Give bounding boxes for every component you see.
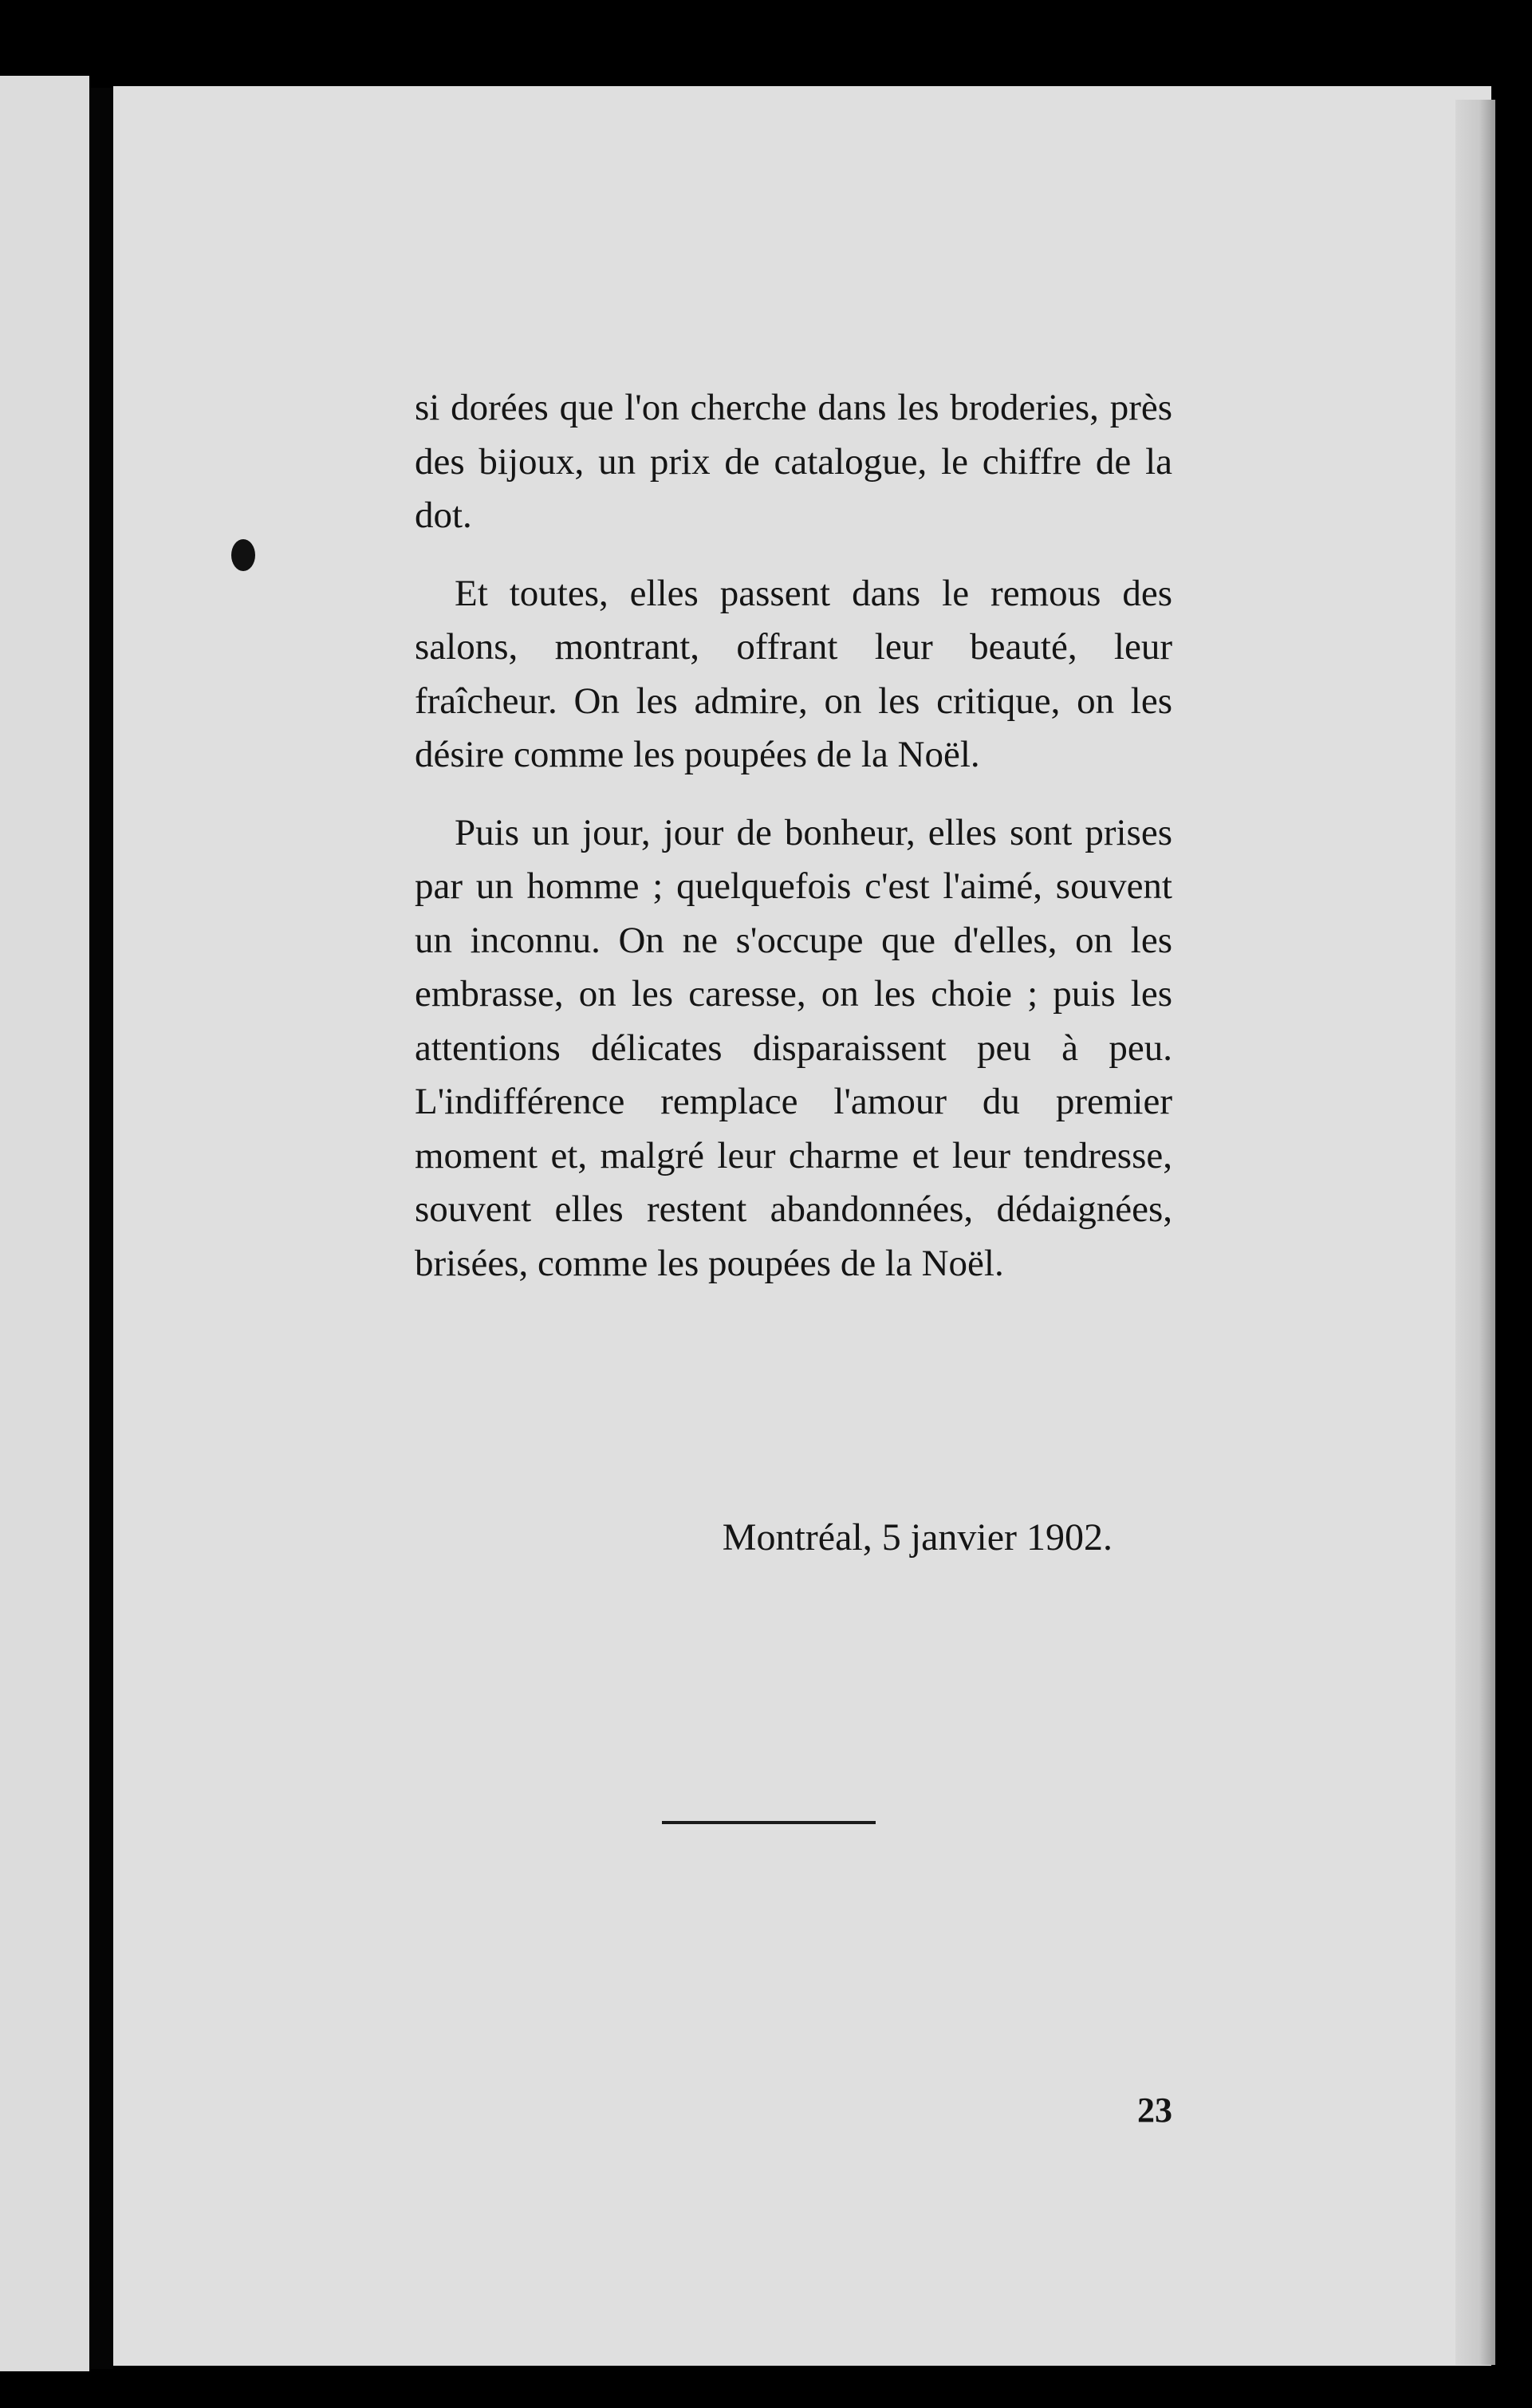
paragraph: si dorées que l'on cherche dans les broderies, près des bijoux, un prix de catalogue, le chiffre de la dot.	[415, 387, 1172, 536]
paragraph: Et toutes, elles passent dans le remous des salons, montrant, offrant leur beauté, leur fraîcheur. On les admire, on les critique, on les désire comme les poupées de la Noël.	[415, 572, 1172, 775]
body-text	[415, 381, 1172, 1314]
paragraph: Puis un jour, jour de bonheur, elles sont prises par un homme ; quelquefois c'est l'aimé, souvent un inconnu. On ne s'occupe que d'elles, on les embrasse, on les caresse, on les choie ; puis les attentions délicates disparaissent peu à peu. L'indifférence remplace l'amour du premier moment et, malgré leur charme et leur tendresse, souvent elles restent abandonnées, dédaignées, brisées, comme les poupées de la Noël.	[415, 811, 1172, 1284]
page-number: 23	[1137, 2091, 1172, 2130]
section-rule	[662, 1821, 876, 1824]
page-edge-shadow	[1455, 100, 1495, 2365]
book-spine	[89, 88, 113, 2369]
dateline: Montréal, 5 janvier 1902.	[722, 1516, 1113, 1559]
facing-page-edge	[0, 76, 89, 2371]
ink-dot-mark	[231, 539, 255, 571]
